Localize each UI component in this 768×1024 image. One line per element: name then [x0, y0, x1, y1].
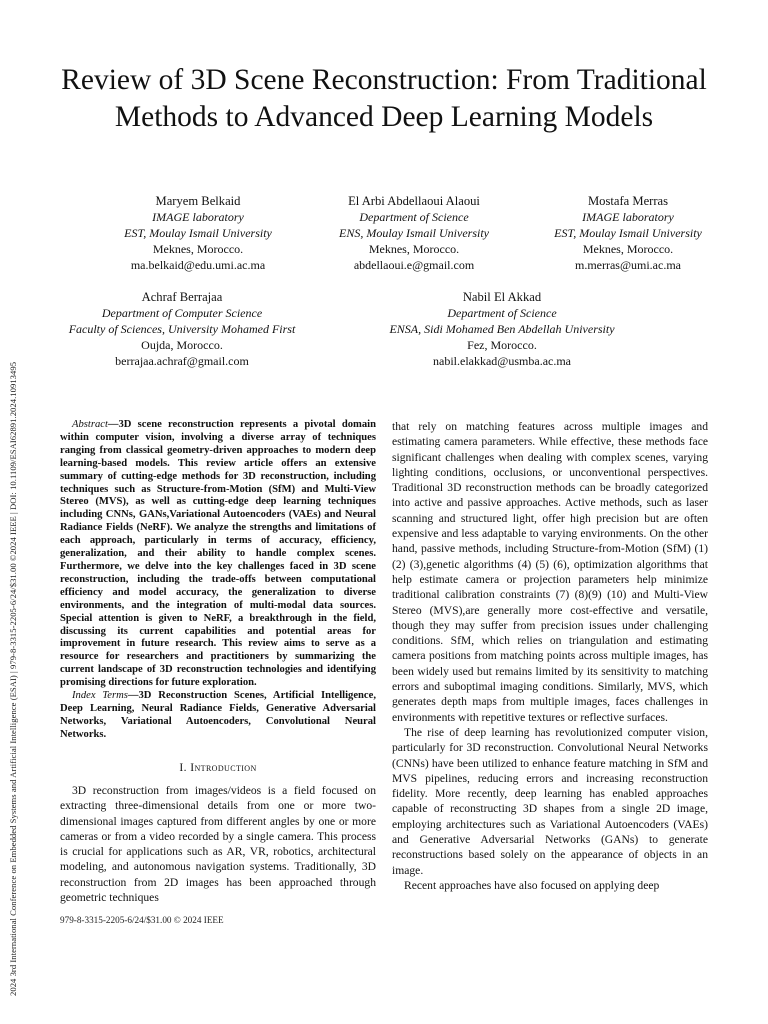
author-email: abdellaoui.e@gmail.com [353, 258, 475, 272]
author-block-1 [90, 193, 306, 273]
author-city: Fez, Morocco. [467, 338, 537, 352]
abstract [60, 419, 376, 690]
author-inst: ENSA, Sidi Mohamed Ben Abdellah University [389, 322, 615, 336]
section-number: I. [179, 760, 187, 774]
author-city: Meknes, Morocco. [368, 242, 460, 256]
right-column [392, 419, 708, 893]
author-name: El Arbi Abdellaoui Alaoui [348, 194, 480, 208]
right-paragraph-3: Recent approaches have also focused on applying deep [404, 878, 660, 892]
author-name: Maryem Belkaid [155, 194, 241, 208]
left-column [60, 419, 376, 905]
section-title: Introduction [190, 760, 257, 774]
author-block-5 [370, 289, 634, 369]
author-dept: Department of Science [447, 306, 557, 320]
index-terms-label: Index Terms [72, 690, 128, 702]
author-email: m.merras@umi.ac.ma [574, 258, 681, 272]
author-block-2 [306, 193, 522, 273]
author-inst: EST, Moulay Ismail University [124, 226, 272, 240]
author-block-4 [50, 289, 314, 369]
author-city: Meknes, Morocco. [152, 242, 244, 256]
intro-paragraph: 3D reconstruction from images/videos is a field focused on extracting three-dimensional details from one or more two-dimensional images captured from different angles by one or more cameras or from a video recorded by a single camera. This process is crucial for applications such as AR, VR, robotics, architectural modeling, and autonomous navigation systems. Traditionally, 3D reconstruction from 2D images has been approached through geometric techniques [60, 783, 376, 905]
author-name: Achraf Berrajaa [141, 290, 223, 304]
right-paragraph-2: The rise of deep learning has revolutionized computer vision, particularly for 3D reconstruction. Convolutional Neural Networks (CNNs) have been utilized to enhance feature matching in SfM and MVS pipelines, reducing errors and increasing reconstruction fidelity. More recently, deep learning has enabled approaches capable of reconstructing 3D shapes from a single 2D image, employing architectures such as Variational Autoencoders (VAEs) and Generative Adversarial Networks (GANs) to generate reconstructions based solely on the appearance of objects in an image. [392, 725, 708, 877]
author-dept: Department of Science [359, 210, 469, 224]
author-dept: Department of Computer Science [101, 306, 263, 320]
abstract-label: Abstract [72, 419, 108, 430]
author-email: nabil.elakkad@usmba.ac.ma [433, 354, 571, 368]
right-paragraph-1: that rely on matching features across multiple images and estimating camera parameters. While effective, these methods face significant challenges when dealing with complex scenes, varying lighting conditions, occlusions, or unconventional perspectives. Traditional 3D reconstruction methods can be broadly categorized into active and passive approaches. Active methods, such as laser scanning and structured light, offer high precision but are often expensive and less adaptable to varying environments. On the other hand, passive methods, including Structure-from-Motion (SfM) (1) (2) (3),genetic algorithms (4) (5) (6), optimization algorithms that help estimate camera or projection parameters help minimize traditional calibration constraints (7) (8)(9) (10) and Multi-View Stereo (MVS),are generally more cost-effective and versatile, though they may suffer from precision issues under challenging conditions. SfM, which relies on triangulation and estimating camera positions from matching points across multiple images, has been widely used but remains limited by its sensitivity to matching errors and suboptimal imaging conditions. Similarly, MVS, which generates depth maps from multiple images, faces challenges in environments with repetitive textures or reflective surfaces. [392, 420, 708, 724]
author-name: Nabil El Akkad [462, 290, 542, 304]
author-city: Meknes, Morocco. [582, 242, 674, 256]
index-terms-text: —3D Reconstruction Scenes, Artificial Intelligence, Deep Learning, Neural Radiance Fields, Generative Adversarial Networks, Variational Autoencoders, Convolutional Neural Networks. [60, 690, 376, 740]
author-name: Mostafa Merras [587, 194, 669, 208]
abstract-text: —3D scene reconstruction represents a pivotal domain within computer vision, involving a diverse array of techniques ranging from classical geometry-driven approaches to modern deep learning-based models. This review article offers an extensive summary of cutting-edge methods for 3D reconstruction, including techniques such as Structure-from-Motion (SfM) and Multi-View Stereo (MVS), as well as cutting-edge deep learning techniques including CNNs, GANs,Variational Autoencoders (VAEs) and Neural Radiance Fields (NeRF). We analyze the strengths and limitations of each approach, particularly in terms of accuracy, efficiency, generalization, and their ability to handle complex scenes. Furthermore, we delve into the key challenges faced in 3D scene reconstruction, including the trade-offs between computational efficiency and model accuracy, the generalization to diverse environments, and the integration of multi-modal data sources. Special attention is given to NeRF, a breakthrough in the field, discussing its current capabilities and potential areas for improvement in future research. This review aims to serve as a resource for researchers and practitioners by summarizing the current landscape of 3D reconstruction technologies and identifying promising directions for future exploration. [60, 419, 376, 689]
section-heading [60, 760, 376, 775]
paper-title: Review of 3D Scene Reconstruction: From Traditional Methods to Advanced Deep Learning Models [61, 64, 707, 133]
author-city: Oujda, Morocco. [141, 338, 223, 352]
author-email: berrajaa.achraf@gmail.com [115, 354, 249, 368]
author-dept: IMAGE laboratory [152, 210, 244, 224]
author-block-3 [520, 193, 736, 273]
author-email: ma.belkaid@edu.umi.ac.ma [130, 258, 266, 272]
author-inst: Faculty of Sciences, University Mohamed First [68, 322, 296, 336]
author-dept: IMAGE laboratory [582, 210, 674, 224]
copyright-footer: 979-8-3315-2205-6/24/$31.00 © 2024 IEEE [60, 915, 224, 925]
conference-side-note: 2024 3rd International Conference on Embedded Systems and Artificial Intelligence (ESAI) | 979-8-3315-2205-6/24/$31.00 ©2024 IEEE | DOI: 10.1109/ESAI62891.2024.10913495 [8, 361, 18, 996]
author-inst: EST, Moulay Ismail University [554, 226, 702, 240]
index-terms [60, 690, 376, 742]
author-inst: ENS, Moulay Ismail University [339, 226, 489, 240]
